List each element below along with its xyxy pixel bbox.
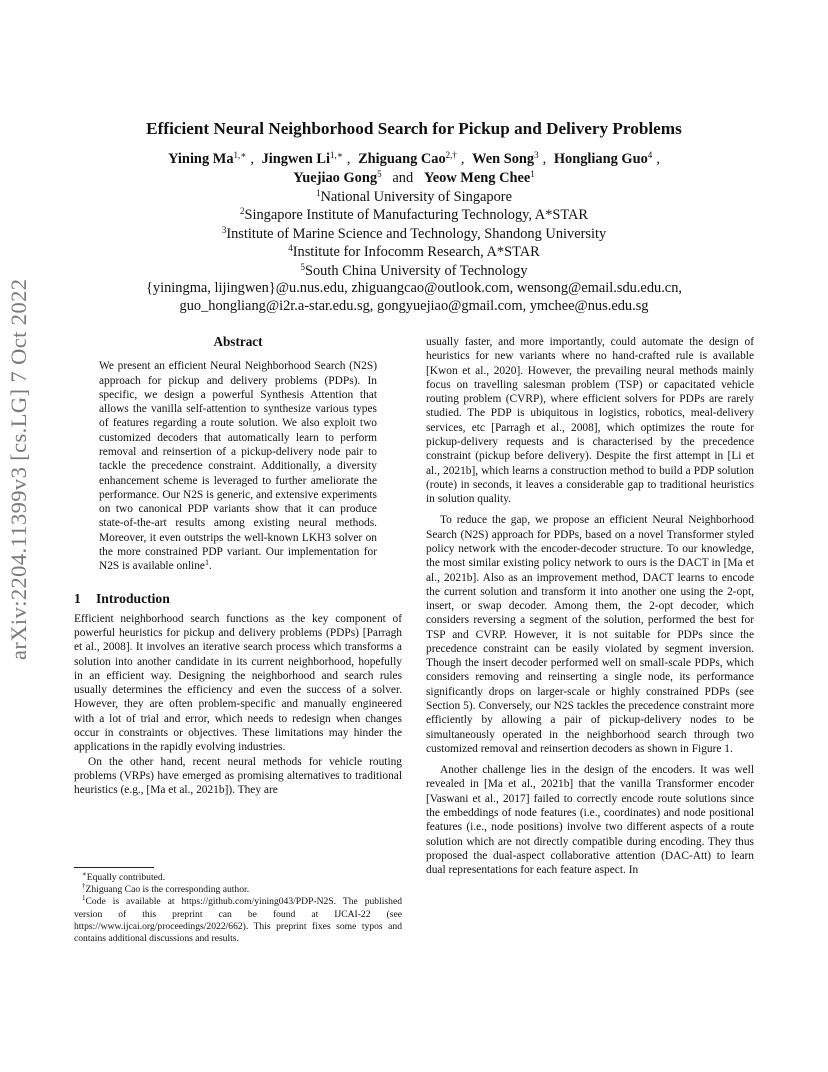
footnote-mark: 1 bbox=[204, 558, 209, 568]
paper-title: Efficient Neural Neighborhood Search for Pickup and Delivery Problems bbox=[146, 119, 682, 138]
author-name: Zhiguang Cao bbox=[358, 151, 446, 167]
author-affil-mark: 3 bbox=[534, 150, 539, 160]
paragraph: Another challenge lies in the design of the encoders. It was well revealed in [Ma et al., 2021b] that the vanilla Transformer encoder [Vaswani et al., 2017] failed to correctly encode route solutions since the embeddings of node features (i.e., coordinates) and node positional features (i.e., node positions) involve two different aspects of a route solution which are not directly compatible during encoding. They thus proposed the dual-aspect collaborative attention (DAC-Att) to learn dual representations for each feature aspect. In bbox=[426, 764, 754, 877]
abstract-body: We present an efficient Neural Neighborhood Search (N2S) approach for pickup and delivery problems (PDPs). In specific, we design a powerful Synthesis Attention that allows the vanilla self-attention to synthesize various types of features regarding a route solution. We also exploit two customized decoders that automatically learn to perform removal and reinsertion of a pickup-delivery node pair to tackle the precedence constraint. Additionally, a diversity enhancement scheme is leveraged to further ameliorate the performance. Our N2S is generic, and extensive experiments on two canonical PDP variants show that it can produce state-of-the-art results among existing neural methods. Moreover, it even outstrips the well-known LKH3 solver on the more constrained PDP variant. Our implementation for N2S is available online$^1$. bbox=[99, 360, 377, 573]
paragraph: Efficient neighborhood search functions as the key component of powerful heuristics for pickup and delivery problems (PDPs) [Parragh et al., 2008]. It involves an iterative search process which transforms a solution into another candidate in its current neighborhood, hopefully in an efficient way. Designing the neighborhood and search rules usually determines the efficiency and even the success of a solver. However, they are often problem-specific and manually engineered with a lot of trial and error, which needs to redesign when changes occur in constraints or objectives. These limitations may hinder the applications in the rapidly evolving industries. bbox=[74, 612, 402, 754]
author-list: Yining $Ma^{1,∗}$ , Jingwen $Li^{1,∗}$ , Zhiguang Cao$^{2,\dagger}$ , Wen Song$^3$ , Hongliang Guo$^4$ , Yuejiao Gong$^5$ and Yeow Meng Chee$^1$ bbox=[168, 150, 660, 186]
author-name: Hongliang Guo bbox=[553, 151, 648, 167]
affiliation-list bbox=[0, 188, 828, 280]
affiliation: $^3$Institute of Marine Science and Technology, Shandong University bbox=[221, 224, 607, 242]
author-affil-mark: 4 bbox=[647, 150, 653, 160]
left-column bbox=[74, 335, 402, 797]
affiliation: $^4$Institute for Infocomm Research, A*STAR bbox=[288, 243, 540, 261]
affiliation: $^2$Singapore Institute of Manufacturing Technology, A*STAR bbox=[239, 206, 589, 224]
footnotes bbox=[74, 867, 402, 945]
email-line: {yiningma, lijingwen}@u.nus.edu, zhiguangcao@outlook.com, wensong@email.sdu.edu.cn, bbox=[146, 280, 682, 296]
footnote: †Zhiguang Cao is the corresponding author. bbox=[82, 882, 250, 896]
author-name: Jingwen Li bbox=[261, 151, 330, 167]
footnote: ∗Equally contributed. bbox=[82, 870, 166, 883]
email-line: guo_hongliang@i2r.a-star.edu.sg, gongyuejiao@gmail.com, ymchee@nus.edu.sg bbox=[179, 298, 649, 314]
author-name: Yuejiao Gong bbox=[293, 170, 378, 186]
author-affil-mark: 5 bbox=[377, 169, 382, 179]
author-emails bbox=[0, 279, 828, 315]
affiliation: $^1$National University of Singapore bbox=[316, 188, 512, 205]
right-column bbox=[426, 335, 754, 877]
paragraph: usually faster, and more importantly, could automate the design of heuristics for new variants where no hand-crafted rule is available [Kwon et al., 2020]. However, the prevailing neural methods mainly focus on travelling salesman problem (TSP) or capacitated vehicle routing problem (CVRP), where efficient solvers for PDPs are rarely studied. The PDP is ubiquitous in logistics, robotics, meal-delivery services, etc [Parragh et al., 2008], which optimizes the route for pickup-delivery requests and is characterised by the precedence constraint (pickup before delivery). Despite the first attempt in [Li et al., 2021b], which learns a construction method to build a PDP solution (route) in seconds, it leaves a considerable gap to traditional heuristics in solution quality. bbox=[426, 336, 754, 506]
paragraph: To reduce the gap, we propose an efficient Neural Neighborhood Search (N2S) approach for PDPs, based on a novel Transformer styled policy network with the encoder-decoder structure. To our knowledge, the most similar existing policy network to ours is the DACT in [Ma et al., 2021b]. Also as an improvement method, DACT learns to encode the current solution and transform it into another one using the 2-opt, insert, or swap decoder. Among them, the 2-opt decoder, which considers reversing a segment of the solution, performed the best for TSP and CVRP. However, it is not suitable for PDPs since the precedence constraint can be easily violated by segment inversion. Though the insert decoder performed well on small-scale PDPs, which considers removing and reinserting a single node, its performance significantly drops on larger-scale or highly constrained PDPs (see Section 5). Conversely, our N2S tackles the precedence constraint more efficiently by allowing a pair of pickup-delivery nodes to be simultaneously operated in the neighborhood search through two customized removal and reinsertion decoders as shown in Figure 1. bbox=[426, 514, 754, 755]
footnote: $^1$Code is available at https://github.com/yining043/PDP-N2S. The published version of this preprint can be found at IJCAI-22 (see https://www.ijcai.org/proceedings/2022/662). This preprint fixes some typos and contains additional discussions and results. bbox=[74, 894, 402, 945]
author-name: Yining Ma bbox=[168, 151, 234, 167]
footnote-rule bbox=[74, 867, 154, 868]
author-affil-mark: 1,∗ bbox=[233, 150, 247, 160]
section-heading-introduction: 1 Introduction bbox=[74, 590, 170, 606]
affiliation: $^5$South China University of Technology bbox=[300, 261, 528, 279]
abstract-heading: Abstract bbox=[213, 334, 263, 349]
paragraph: On the other hand, recent neural methods for vehicle routing problems (VRPs) have emerged as promising alternatives to traditional heuristics (e.g., [Ma et al., 2021b]). They are bbox=[74, 755, 402, 797]
author-name: Wen Song bbox=[472, 151, 535, 167]
author-conjunction: and bbox=[392, 170, 414, 186]
author-name: Yeow Meng Chee bbox=[423, 170, 531, 186]
author-affil-mark: 1 bbox=[530, 169, 535, 179]
author-affil-mark: 1,∗ bbox=[329, 150, 343, 160]
author-affil-mark: 2,† bbox=[445, 150, 457, 160]
